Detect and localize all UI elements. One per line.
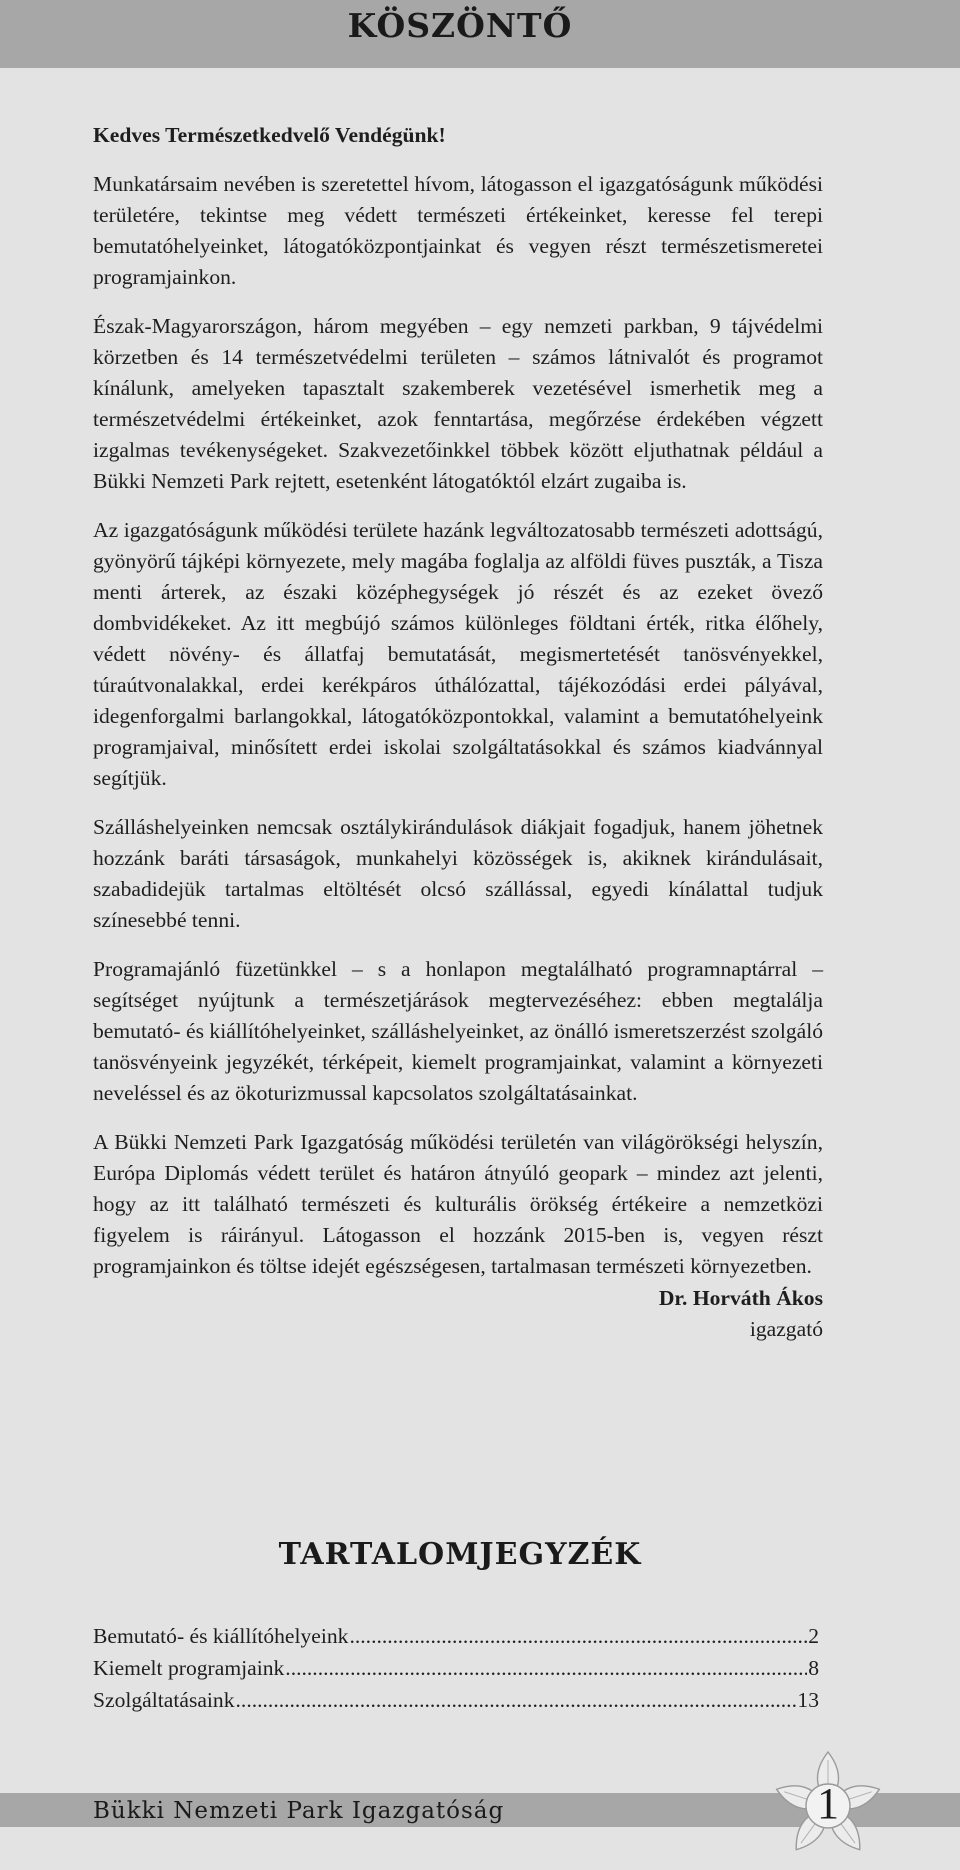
letter-paragraph: Programajánló füzetünkkel – s a honlapon megtalálható programnaptárral – segítséget nyújtunk a természetjárások megtervezéséhez: ebben megtalálja bemutató- és kiállítóhelyeinket, szálláshelyeinket, az önálló ismeretszerzést szolgáló tanösvényeink jegyzékét, térképeit, kiemelt programjainkat, valamint a környezeti neveléssel és az ökoturizmussal kapcsolatos szolgáltatásainkat. bbox=[93, 957, 823, 1105]
page-number: 1 bbox=[817, 1779, 839, 1828]
toc-item-page: 2 bbox=[808, 1624, 819, 1648]
toc-leader-dots bbox=[349, 1620, 807, 1652]
letter-body bbox=[93, 120, 823, 1345]
toc-item-page: 13 bbox=[797, 1688, 819, 1712]
toc-leader-dots bbox=[236, 1684, 797, 1716]
letter-paragraph: Az igazgatóságunk működési területe hazánk legváltozatosabb természeti adottságú, gyönyörű tájképi környezete, mely magába foglalja az alföldi füves puszták, a Tisza menti árterek, az északi középhegységek jó részét és az ezeket övező dombvidékeket. Az itt megbújó számos különleges földtani érték, ritka élőhely, védett növény- és állatfaj bemutatását, megismertetését tanösvényekkel, túraútvonalakkal, erdei kerékpáros úthálózattal, tájékozódási erdei pályával, idegenforgalmi barlangokkal, látogatóközpontokkal, valamint a bemutatóhelyeink programjaival, minősített erdei iskolai szolgáltatásokkal és számos kiadvánnyal segítjük. bbox=[93, 518, 823, 790]
signature bbox=[93, 1283, 823, 1345]
table-of-contents bbox=[93, 1620, 819, 1716]
toc-leader-dots bbox=[285, 1652, 807, 1684]
letter-paragraph: Észak-Magyarországon, három megyében – egy nemzeti parkban, 9 tájvédelmi körzetben és 14 természetvédelmi területen – számos látnivalót és programot kínálunk, amelyeken tapasztalt szakemberek vezetésével ismerhetik meg a természetvédelmi értékeinket, azok fenntartása, megőrzése érdekében végzett izgalmas tevékenységeket. Szakvezetőinkkel többek között eljuthatnak például a Bükki Nemzeti Park rejtett, esetenként látogatóktól elzárt zugaiba is. bbox=[93, 314, 823, 493]
letter-greeting: Kedves Természetkedvelő Vendégünk! bbox=[93, 123, 446, 147]
toc-item-label: Szolgáltatásaink bbox=[93, 1688, 235, 1712]
signature-role: igazgató bbox=[749, 1317, 823, 1341]
toc-title: TARTALOMJEGYZÉK bbox=[278, 1537, 642, 1572]
signature-name: Dr. Horváth Ákos bbox=[658, 1286, 823, 1310]
toc-item-page: 8 bbox=[808, 1656, 819, 1680]
toc-item[interactable] bbox=[93, 1652, 819, 1684]
toc-item[interactable] bbox=[93, 1684, 819, 1716]
letter-paragraph: Munkatársaim nevében is szeretettel hívom, látogasson el igazgatóságunk működési területére, tekintse meg védett természeti értékeinket, keresse fel terepi bemutatóhelyeinket, látogatóközpontjainkat és vegyen részt természetismeretei programjainkon. bbox=[93, 172, 823, 289]
page-title: KÖSZÖNTŐ bbox=[347, 6, 573, 45]
footer-organization: Bükki Nemzeti Park Igazgatóság bbox=[93, 1798, 505, 1824]
toc-item-label: Bemutató- és kiállítóhelyeink bbox=[93, 1624, 349, 1648]
toc-item-label: Kiemelt programjaink bbox=[93, 1656, 285, 1680]
toc-item[interactable] bbox=[93, 1620, 819, 1652]
letter-paragraph: Szálláshelyeinken nemcsak osztálykirándulások diákjait fogadjuk, hanem jöhetnek hozzánk baráti társaságok, munkahelyi közösségek is, akiknek kirándulásait, szabadidejük tartalmas eltöltését olcsó szállással, egyedi kínálattal tudjuk színesebbé tenni. bbox=[93, 815, 823, 932]
letter-paragraph: A Bükki Nemzeti Park Igazgatóság működési területén van világörökségi helyszín, Európa Diplomás védett terület és határon átnyúló geopark – mindez azt jelenti, hogy az itt található természeti és kulturális örökség értékeire a nemzetközi figyelem is ráirányul. Látogasson el hozzánk 2015-ben is, vegyen részt programjainkon és töltse idejét egészségesen, tartalmasan természeti környezetben. bbox=[93, 1130, 823, 1278]
